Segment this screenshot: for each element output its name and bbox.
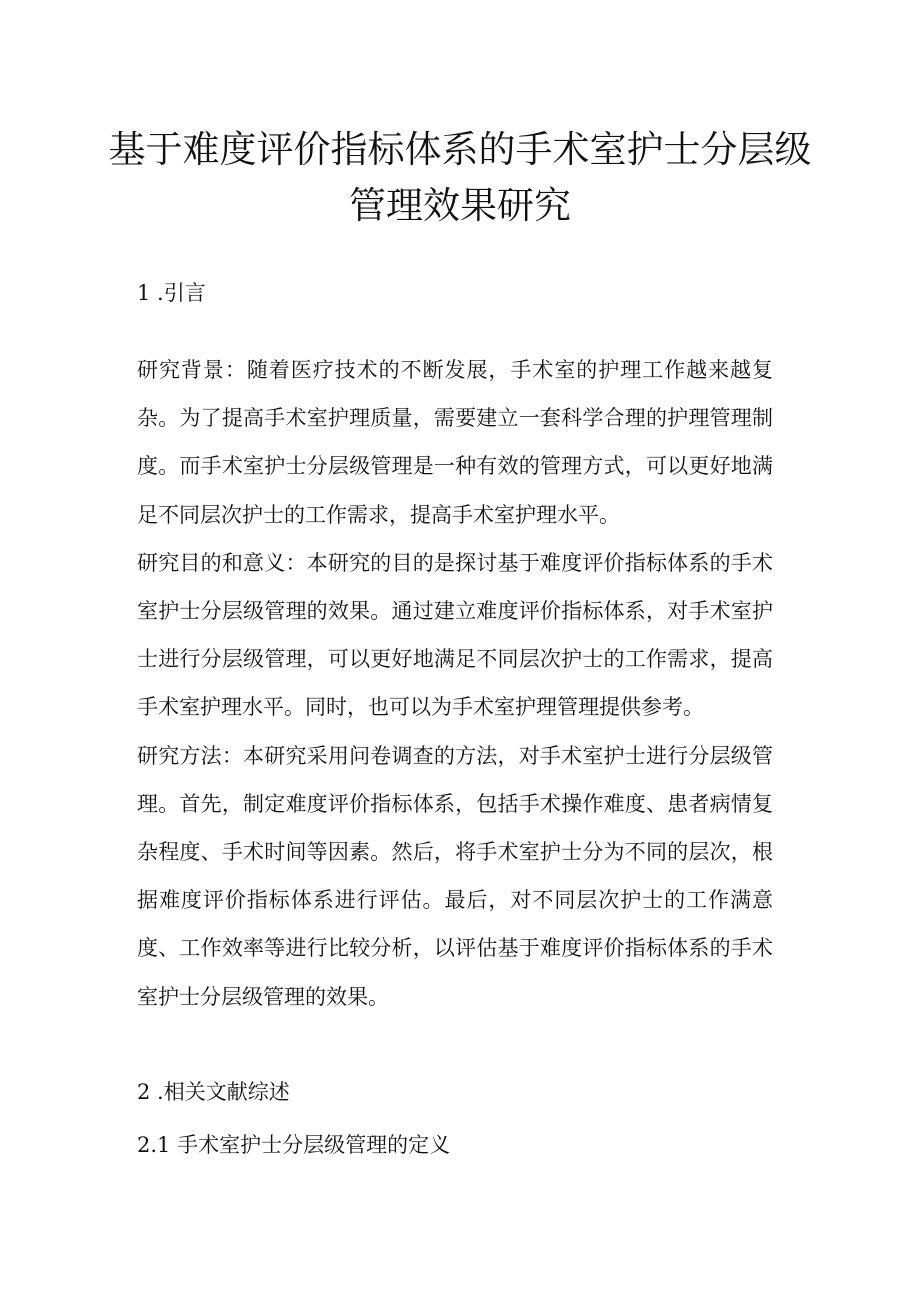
subsection-heading-definition: 2.1 手术室护士分层级管理的定义 (137, 1133, 451, 1157)
section-heading-review: 2 .相关文献综述 (137, 1080, 290, 1104)
paragraph-purpose: 研究目的和意义：本研究的目的是探讨基于难度评价指标体系的手术室护士分层级管理的效果。通过建立难度评价指标体系，对手术室护士进行分层级管理，可以更好地满足不同层次护士的工作需求，提高手术室护理水平。同时，也可以为手术室护理管理提供参考。 (137, 550, 773, 720)
document-title: 基于难度评价指标体系的手术室护士分层级管理效果研究 (108, 128, 812, 227)
paragraph-background: 研究背景：随着医疗技术的不断发展，手术室的护理工作越来越复杂。为了提高手术室护理质量，需要建立一套科学合理的护理管理制度。而手术室护士分层级管理是一种有效的管理方式，可以更好地满足不同层次护士的工作需求，提高手术室护理水平。 (137, 358, 773, 527)
section-heading-intro: 1 .引言 (137, 281, 206, 305)
paragraph-method: 研究方法：本研究采用问卷调查的方法，对手术室护士进行分层级管理。首先，制定难度评价指标体系，包括手术操作难度、患者病情复杂程度、手术时间等因素。然后，将手术室护士分为不同的层次，根据难度评价指标体系进行评估。最后，对不同层次护士的工作满意度、工作效率等进行比较分析，以评估基于难度评价指标体系的手术室护士分层级管理的效果。 (137, 743, 773, 1009)
intro-body (137, 346, 773, 1021)
